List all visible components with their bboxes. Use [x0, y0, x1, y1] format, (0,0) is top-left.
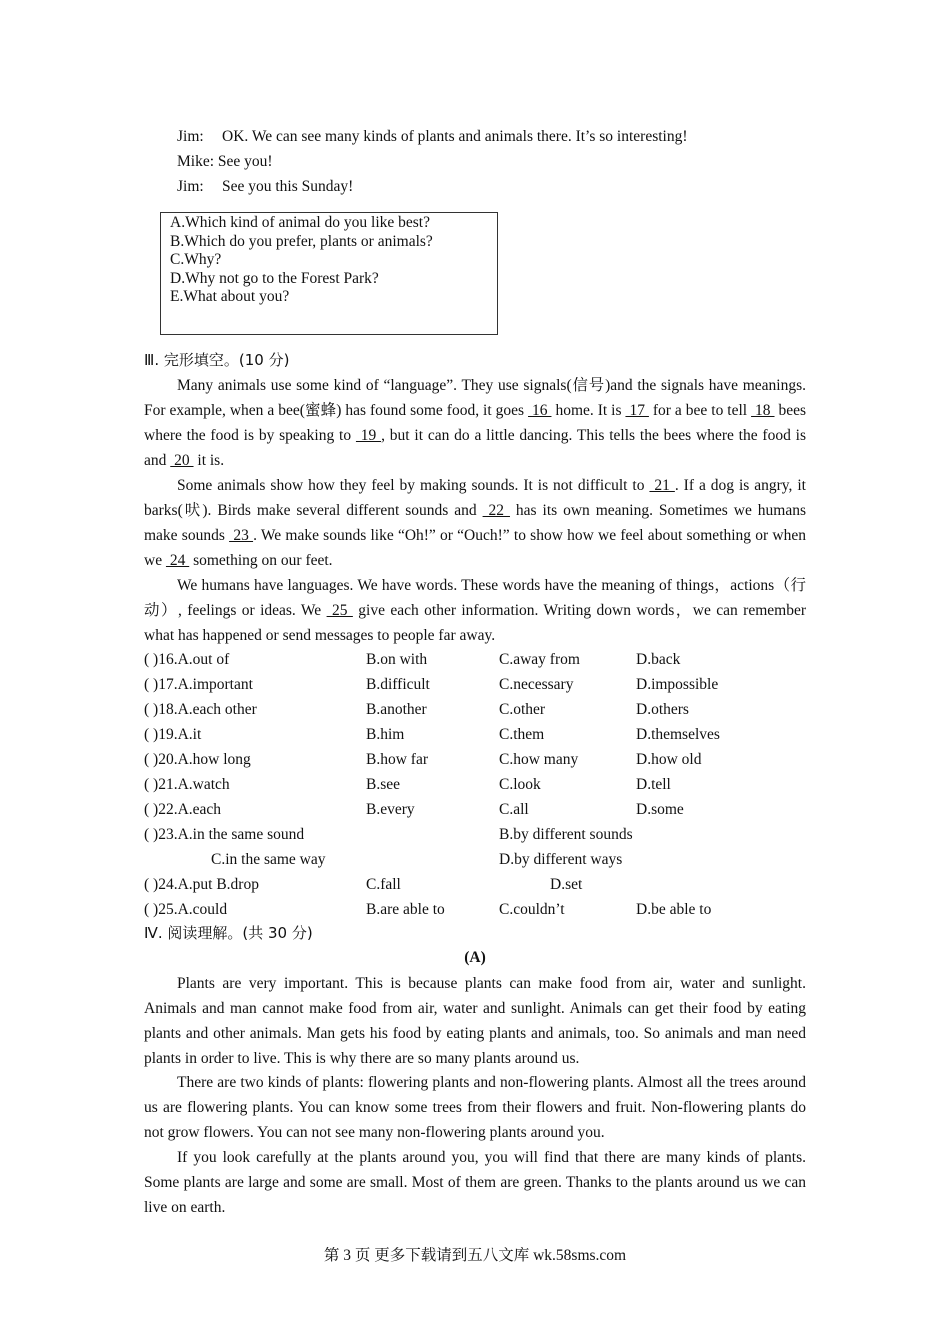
- option-b: B.see: [366, 776, 401, 793]
- speaker-name: Mike:: [177, 153, 215, 170]
- blank-24: 24: [165, 552, 190, 569]
- dialogue-line: [177, 149, 273, 174]
- question-stem: ( )19.A.it: [144, 726, 202, 743]
- question-row: [144, 822, 806, 847]
- option-b: B.how far: [366, 751, 428, 768]
- option-d: D.themselves: [636, 726, 720, 743]
- option-b: B.difficult: [366, 676, 430, 693]
- box-option: B.Which do you prefer, plants or animals?: [170, 232, 433, 250]
- cloze-paragraph: [144, 573, 806, 648]
- option-d: D.tell: [636, 776, 671, 793]
- option-c: C.them: [499, 726, 545, 743]
- question-row: [144, 897, 806, 922]
- section-heading: Ⅳ. 阅读理解。(共 30 分): [144, 924, 313, 942]
- question-row: [144, 672, 806, 697]
- option-b: B.on with: [366, 651, 428, 668]
- blank-19: 19: [355, 427, 382, 444]
- paragraph-text: for a bee to tell: [648, 402, 752, 419]
- question-row: [144, 847, 806, 872]
- blank-23: 23: [229, 527, 254, 544]
- paragraph-text: . We make sounds like “Oh!” or “Ouch!” to show how we feel about something or when we: [144, 527, 806, 569]
- option-c: C.how many: [499, 751, 579, 768]
- option-b: B.are able to: [366, 901, 445, 918]
- speaker-name: Jim:: [177, 128, 204, 145]
- option-c: C.other: [499, 701, 546, 718]
- question-row: [144, 647, 806, 672]
- blank-21: 21: [649, 477, 675, 494]
- page-footer: 第 3 页 更多下载请到五八文库 wk.58sms.com: [323, 1247, 627, 1264]
- paragraph-text: , but it can do a little dancing. This tells the bees where the food is and: [144, 427, 807, 469]
- option-c: C.in the same way: [211, 851, 326, 868]
- paragraph-text: something on our feet.: [189, 552, 333, 569]
- blank-25: 25: [326, 602, 353, 619]
- question-row: [144, 772, 806, 797]
- options-box: [160, 212, 498, 335]
- blank-16: 16: [528, 402, 552, 419]
- option-d: D.set: [550, 876, 583, 893]
- dialogue-line: [177, 124, 688, 149]
- paragraph-text: it is.: [193, 452, 225, 469]
- blank-17: 17: [625, 402, 649, 419]
- cloze-paragraph: [144, 373, 806, 473]
- paragraph-text: . If a dog is angry, it barks(吠). Birds make several different sounds and: [144, 477, 806, 519]
- box-option: D.Why not go to the Forest Park?: [170, 269, 379, 287]
- reading-paragraph: Plants are very important. This is because plants can make food from air, water and sunlight. Animals and man cannot make food from air, water and sunlight. Animals can get their food by eating plants and other animals. Man gets his food by eating plants and animals, too. So animals and man need plants in order to live. This is why there are so many plants around us.: [144, 975, 806, 1067]
- question-stem: ( )23.A.in the same sound: [144, 826, 305, 843]
- question-stem: ( )17.A.important: [144, 676, 253, 693]
- option-c: C.necessary: [499, 676, 574, 693]
- blank-20: 20: [170, 452, 194, 469]
- question-stem: ( )18.A.each other: [144, 701, 257, 718]
- option-b: B.another: [366, 701, 427, 718]
- paragraph-text: Some animals show how they feel by making sounds. It is not difficult to: [177, 477, 650, 494]
- section-heading: Ⅲ. 完形填空。(10 分): [144, 351, 290, 369]
- option-c: C.look: [499, 776, 541, 793]
- option-d: D.how old: [636, 751, 702, 768]
- cloze-paragraph: [144, 473, 806, 573]
- option-c: C.couldn’t: [499, 901, 565, 918]
- option-c: C.fall: [366, 876, 401, 893]
- question-row: [144, 722, 806, 747]
- reading-paragraph: If you look carefully at the plants around you, you will find that there are many kinds of plants. Some plants are large and some are small. Most of them are green. Thanks to the plants around us we can live on earth.: [144, 1149, 806, 1216]
- blank-18: 18: [751, 402, 775, 419]
- question-stem: ( )22.A.each: [144, 801, 222, 818]
- paragraph-text: home. It is: [551, 402, 626, 419]
- passage-title: (A): [464, 949, 486, 966]
- question-row: [144, 747, 806, 772]
- dialogue-text: See you this Sunday!: [222, 178, 354, 195]
- dialogue-text: OK. We can see many kinds of plants and animals there. It’s so interesting!: [222, 128, 688, 145]
- option-c: C.away from: [499, 651, 580, 668]
- paragraph-text: Many animals use some kind of “language”. They use signals(信号)and the signals have meanings. For example, when a bee(蜜蜂) has found some food, it goes: [144, 377, 806, 419]
- speaker-name: Jim:: [177, 178, 204, 195]
- reading-paragraph: There are two kinds of plants: flowering plants and non-flowering plants. Almost all the trees around us are flowering plants. You can know some trees from their flowers and fruit. Non-flowering plants do not grow flowers. You can not see many non-flowering plants around you.: [144, 1074, 806, 1141]
- option-d: D.impossible: [636, 676, 719, 693]
- option-d: D.back: [636, 651, 681, 668]
- option-c: C.all: [499, 801, 529, 818]
- option-d: D.by different ways: [499, 851, 623, 868]
- option-d: D.others: [636, 701, 689, 718]
- question-stem: ( )20.A.how long: [144, 751, 251, 768]
- box-option: A.Which kind of animal do you like best?: [170, 214, 430, 231]
- question-row: [144, 797, 806, 822]
- box-option: C.Why?: [170, 251, 222, 269]
- question-row: [144, 872, 806, 897]
- question-row: [144, 697, 806, 722]
- dialogue-line: [177, 174, 353, 199]
- question-stem: ( )25.A.could: [144, 901, 228, 918]
- question-stem: ( )21.A.watch: [144, 776, 230, 793]
- paragraph-text: We humans have languages. We have words. These words have the meaning of things，actions（行动）, feelings or ideas. We: [144, 577, 806, 619]
- box-option: E.What about you?: [170, 288, 290, 306]
- paragraph-text: give each other information. Writing down words，we can remember what has happened or send messages to people far away.: [144, 602, 806, 644]
- blank-22: 22: [482, 502, 510, 519]
- option-b: B.by different sounds: [499, 826, 633, 843]
- option-b: B.every: [366, 801, 415, 818]
- paragraph-text: has its own meaning. Sometimes we humans make sounds: [144, 502, 806, 544]
- question-stem: ( )16.A.out of: [144, 651, 230, 668]
- option-b: B.him: [366, 726, 405, 743]
- option-d: D.be able to: [636, 901, 712, 918]
- question-stem: ( )24.A.put B.drop: [144, 876, 259, 893]
- paragraph-text: bees where the food is by speaking to: [144, 402, 807, 444]
- option-d: D.some: [636, 801, 684, 818]
- dialogue-text: See you!: [217, 153, 273, 170]
